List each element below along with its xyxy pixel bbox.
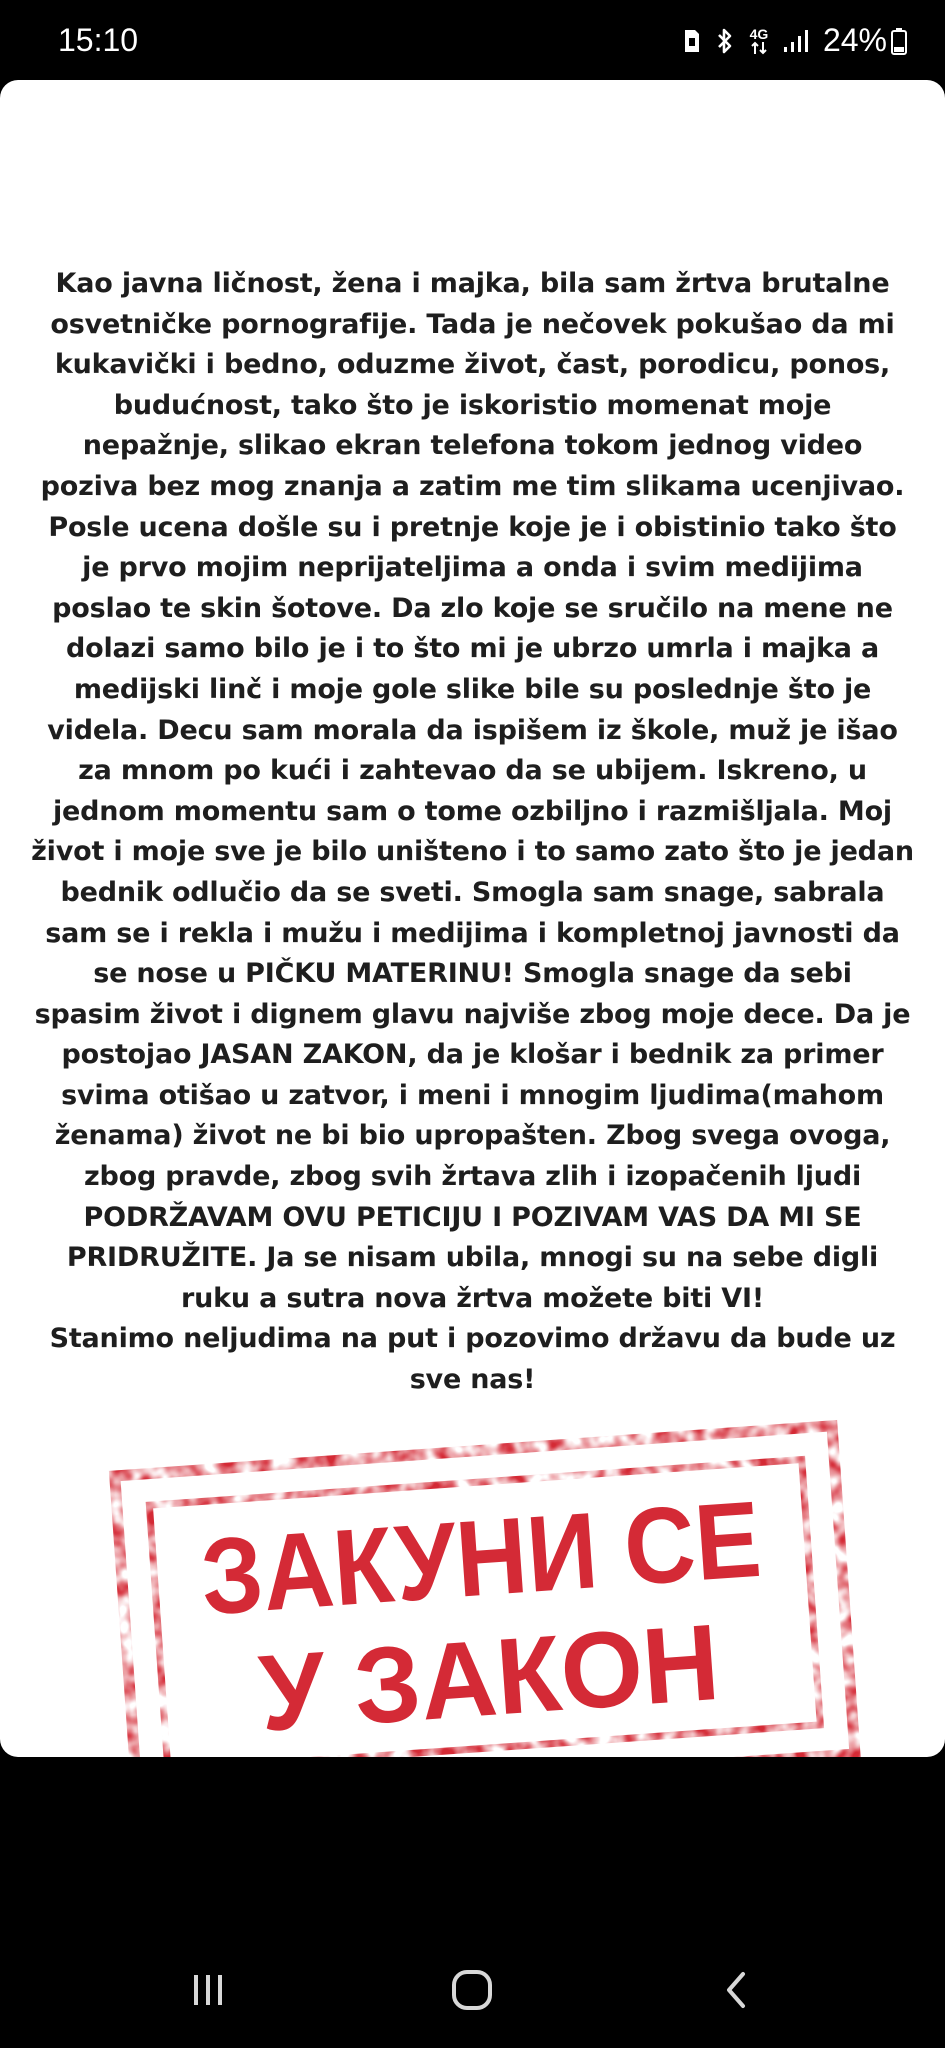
home-icon [450, 1968, 494, 2012]
recents-button[interactable] [178, 1960, 238, 2020]
stamp-text-line1: ЗАКУНИ СЕ [197, 1473, 822, 1638]
stamp-text-line2: У ЗАКОН [255, 1600, 734, 1754]
data-arrows-icon [749, 27, 769, 55]
home-button[interactable] [442, 1960, 502, 2020]
signal-icon [783, 29, 809, 53]
network-type: 4G [749, 25, 769, 42]
battery-icon [891, 27, 907, 55]
sim-icon [683, 28, 701, 54]
status-icons [683, 22, 907, 59]
battery-percent: 24% [822, 22, 887, 58]
back-icon [721, 1970, 751, 2010]
navigation-bar [0, 1900, 945, 2048]
bluetooth-icon [715, 27, 735, 55]
recents-icon [188, 1972, 228, 2008]
status-time: 15:10 [58, 22, 139, 58]
stamp-image [100, 1390, 870, 1757]
post-text: Kao javna ličnost, žena i majka, bila sam žrtva brutalne osvetničke pornografije. Tada je nečovek pokušao da mi kukavički i bedno, oduzme život, čast, porodicu, ponos, budućnost, tako što je iskoristio momenat moje nepažnje, slikao ekran telefona tokom jednog video poziva bez mog znanja a zatim me tim slikama ucenjivao. Posle ucena došle su i pretnje koje je i obistinio tako što je prvo mojim neprijateljima a onda i svim medijima poslao te skin šotove. Da zlo koje se sručilo na mene ne dolazi samo bilo je i to što mi je ubrzo umrla i majka a medijski linč i moje gole slike bile su poslednje što je videla. Decu sam morala da ispišem iz škole, muž je išao za mnom po kući i zahtevao da se ubijem. Iskreno, u jednom momentu sam o tome ozbiljno i razmišljala. Moj život i moje sve je bilo uništeno i to samo zato što je jedan bednik odlučio da se sveti. Smogla sam snage, sabrala sam se i rekla i mužu i medijima i kompletnoj javnosti da se nose u PIČKU MATERINU! Smogla snage da sebi spasim život i dignem glavu najviše zbog moje dece. Da je postojao JASAN ZAKON, da je klošar i bednik za primer svima otišao u zatvor, i meni i mnogim ljudima(mahom ženama) život ne bi bio upropašten. Zbog svega ovoga, zbog pravde, zbog svih žrtava zlih i izopačenih ljudi PODRŽAVAM OVU PETICIJU I POZIVAM VAS DA MI SE PRIDRUŽITE. Ja se nisam ubila, mnogi su na sebe digli ruku a sutra nova žrtva možete biti VI! Stanimo neljudima na put i pozovimo državu da bude uz sve nas! [31, 268, 914, 1396]
back-button[interactable] [706, 1960, 766, 2020]
story-card[interactable] [0, 80, 945, 1757]
status-bar [0, 0, 945, 80]
